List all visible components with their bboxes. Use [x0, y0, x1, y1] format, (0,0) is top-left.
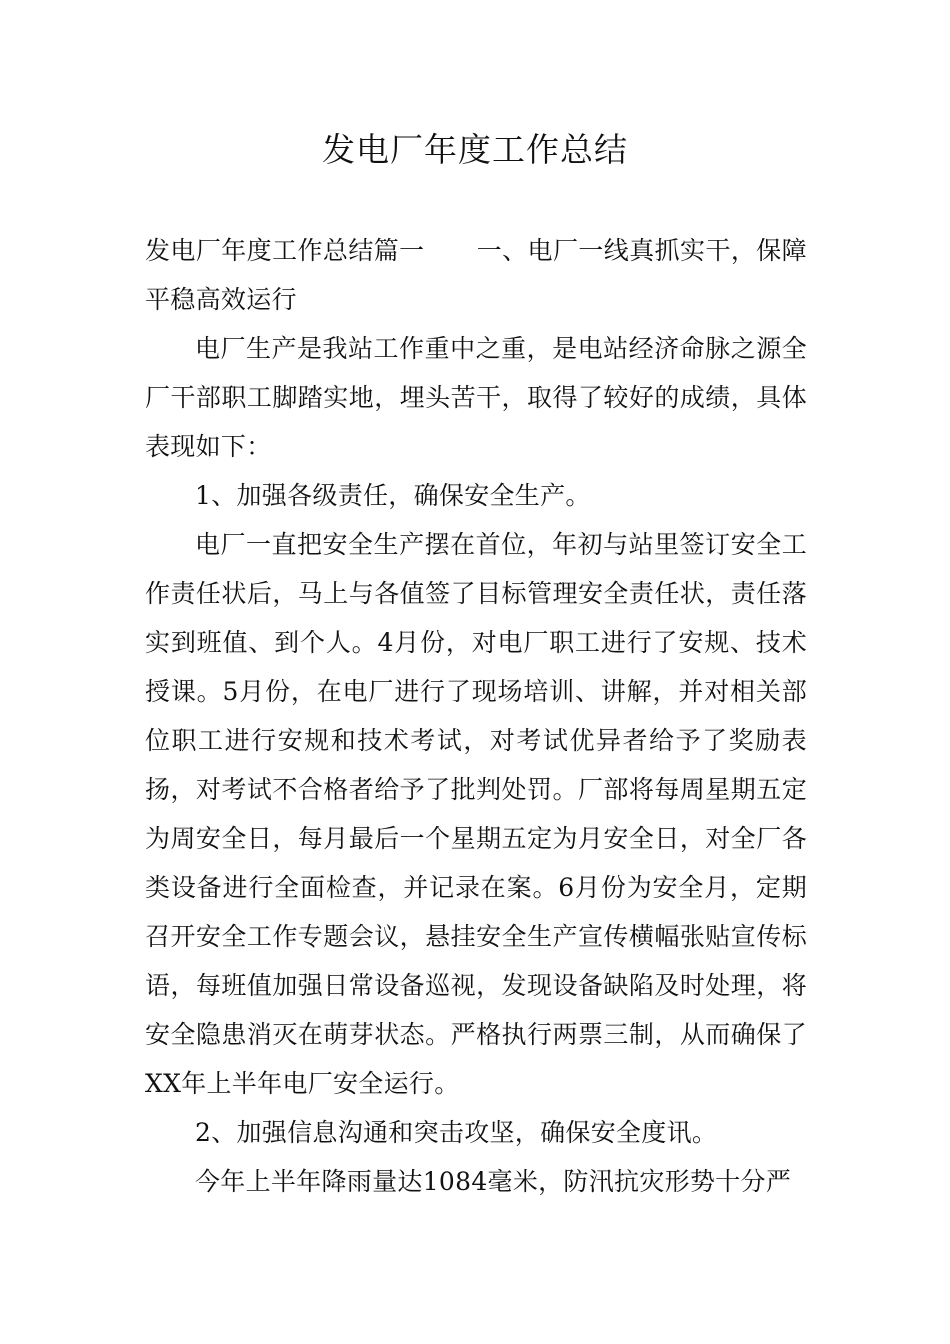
section-heading: 一、电厂一线真抓实干，保障平稳高效运行 — [145, 236, 807, 314]
document-body — [145, 226, 807, 1206]
paragraph: 电厂生产是我站工作重中之重，是电站经济命脉之源全厂干部职工脚踏实地，埋头苦干，取得了较好的成绩，具体表现如下： — [145, 334, 807, 461]
article-label: 发电厂年度工作总结篇一 — [145, 236, 425, 265]
section-heading-paragraph — [145, 226, 807, 324]
paragraph: 电厂一直把安全生产摆在首位，年初与站里签订安全工作责任状后，马上与各值签了目标管理安全责任状，责任落实到班值、到个人。4月份，对电厂职工进行了安规、技术授课。5月份，在电厂进行了现场培训、讲解，并对相关部位职工进行安规和技术考试，对考试优异者给予了奖励表扬，对考试不合格者给予了批判处罚。厂部将每周星期五定为周安全日，每月最后一个星期五定为月安全日，对全厂各类设备进行全面检查，并记录在案。6月份为安全月，定期召开安全工作专题会议，悬挂安全生产宣传横幅张贴宣传标语，每班值加强日常设备巡视，发现设备缺陷及时处理，将安全隐患消灭在萌芽状态。严格执行两票三制，从而确保了XX年上半年电厂安全运行。 — [145, 530, 807, 1098]
paragraph: 今年上半年降雨量达1084毫米，防汛抗灾形势十分严 — [195, 1167, 792, 1196]
document-title: 发电厂年度工作总结 — [322, 130, 628, 169]
subsection-heading: 2、加强信息沟通和突击攻坚，确保安全度讯。 — [195, 1118, 718, 1147]
subsection-heading: 1、加强各级责任，确保安全生产。 — [195, 481, 591, 510]
